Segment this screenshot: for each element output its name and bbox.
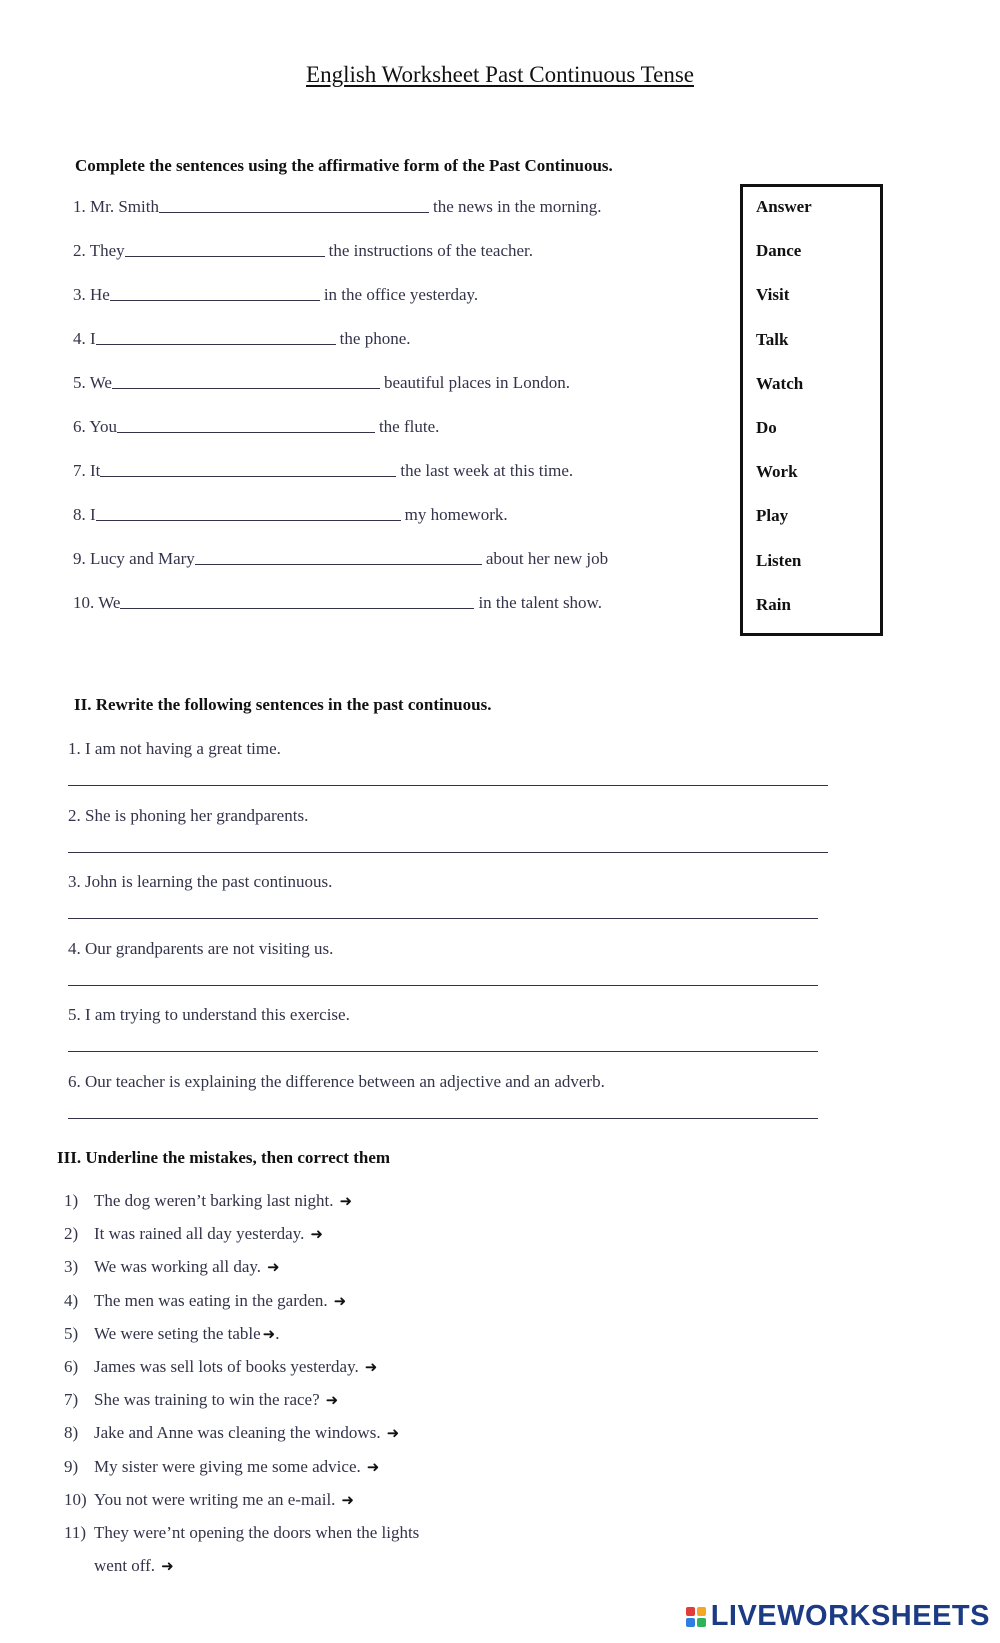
item-number: 1)	[64, 1191, 79, 1210]
item-number: 7)	[64, 1390, 79, 1410]
mistake-item	[64, 1490, 354, 1510]
sentence-end: about her new job	[485, 549, 609, 568]
sentence-end: the last week at this time.	[400, 461, 574, 480]
item-number: 3)	[64, 1257, 79, 1277]
fill-in-sentence	[73, 241, 533, 261]
word-box-item: Visit	[756, 285, 790, 305]
mistake-item	[64, 1224, 323, 1244]
fill-in-sentence	[73, 285, 478, 305]
mistake-item	[64, 1523, 419, 1543]
item-text: My sister were giving me some advice.	[94, 1456, 361, 1476]
mistake-item	[64, 1423, 399, 1443]
sentence-end: in the office yesterday.	[323, 285, 479, 304]
item-text: went off.	[94, 1556, 156, 1576]
arrow-right-icon: ➜	[366, 1459, 380, 1476]
word-box-item: Do	[756, 418, 777, 437]
item-text: She was training to win the race?	[94, 1390, 320, 1410]
word-box-item: Answer	[756, 197, 812, 216]
item-number: 4)	[64, 1290, 79, 1310]
answer-line[interactable]	[68, 852, 828, 853]
answer-line[interactable]	[68, 985, 818, 986]
rewrite-sentence: 6. Our teacher is explaining the difference between an adjective and an adverb.	[68, 1071, 605, 1091]
sentence-end: the instructions of the teacher.	[328, 241, 534, 260]
sentence-start: 5. We	[73, 373, 112, 392]
mistake-item	[64, 1357, 377, 1377]
arrow-right-icon: ➜	[341, 1492, 354, 1509]
answer-line[interactable]	[68, 918, 818, 919]
mistake-item	[64, 1291, 346, 1311]
item-number: 2)	[64, 1224, 79, 1244]
fill-in-sentence	[73, 417, 439, 437]
sentence-start: 10. We	[73, 593, 121, 612]
item-text: It was rained all day yesterday.	[94, 1224, 305, 1244]
word-box-item: Dance	[756, 241, 802, 261]
rewrite-sentence: 3. John is learning the past continuous.	[68, 872, 333, 891]
rewrite-sentence: 1. I am not having a great time.	[68, 739, 281, 758]
sentence-end: my homework.	[404, 505, 508, 524]
item-text: You not were writing me an e-mail.	[94, 1489, 336, 1509]
mistake-item	[64, 1457, 379, 1477]
item-text: The men was eating in the garden.	[94, 1290, 328, 1310]
item-number: 8)	[64, 1423, 79, 1443]
word-box-item: Watch	[756, 373, 804, 393]
sentence-start: 2. They	[73, 241, 125, 260]
arrow-right-icon: ➜	[267, 1260, 280, 1277]
arrow-right-icon: ➜	[339, 1194, 353, 1210]
sentence-start: 9. Lucy and Mary	[73, 549, 195, 568]
fill-in-sentence	[73, 329, 411, 349]
item-number: 6)	[64, 1357, 79, 1376]
section2-heading: II. Rewrite the following sentences in the past continuous.	[74, 695, 492, 714]
word-box-item: Work	[756, 462, 798, 482]
sentence-end: the phone.	[339, 329, 411, 348]
fill-in-sentence	[73, 505, 508, 525]
answer-blank[interactable]	[117, 431, 375, 433]
item-text: We was working all day.	[94, 1257, 262, 1277]
answer-blank[interactable]	[195, 563, 482, 565]
rewrite-sentence: 5. I am trying to understand this exercise.	[68, 1005, 350, 1024]
item-text: James was sell lots of books yesterday.	[94, 1357, 359, 1376]
page-title: English Worksheet Past Continuous Tense	[306, 62, 694, 87]
item-number: 10)	[64, 1489, 87, 1509]
item-text: They were’nt opening the doors when the lights	[94, 1523, 420, 1542]
answer-blank[interactable]	[159, 211, 429, 213]
sentence-start: 3. He	[73, 285, 110, 304]
item-number: 5)	[64, 1323, 79, 1343]
answer-line[interactable]	[68, 1118, 818, 1119]
sentence-start: 1. Mr. Smith	[73, 197, 159, 216]
sentence-start: 6. You	[73, 417, 117, 436]
arrow-right-icon: ➜	[325, 1393, 339, 1410]
answer-blank[interactable]	[96, 343, 336, 345]
word-box-item: Listen	[756, 550, 802, 570]
arrow-right-icon: ➜	[310, 1227, 323, 1244]
section1-instruction: Complete the sentences using the affirmative form of the Past Continuous.	[75, 156, 613, 175]
mistake-item	[64, 1257, 280, 1277]
fill-in-sentence	[73, 593, 602, 613]
arrow-right-icon: ➜	[386, 1426, 400, 1443]
sentence-end: the news in the morning.	[432, 197, 602, 216]
answer-blank[interactable]	[100, 475, 396, 477]
answer-blank[interactable]	[96, 519, 401, 521]
liveworksheets-logo	[686, 1600, 990, 1633]
sentence-start: 7. It	[73, 461, 101, 480]
item-number: 11)	[64, 1523, 87, 1542]
fill-in-sentence	[73, 197, 602, 217]
sentence-end: in the talent show.	[478, 593, 602, 612]
arrow-right-icon: ➜	[333, 1293, 347, 1310]
item-text: Jake and Anne was cleaning the windows.	[94, 1423, 381, 1443]
answer-blank[interactable]	[125, 255, 325, 257]
sentence-start: 4. I	[73, 329, 96, 348]
mistake-item	[64, 1324, 280, 1344]
section3-heading: III. Underline the mistakes, then correct them	[57, 1148, 391, 1167]
item-number: 9)	[64, 1456, 79, 1476]
word-box	[740, 184, 883, 636]
logo-mark-icon	[686, 1607, 706, 1627]
answer-blank[interactable]	[120, 607, 474, 609]
mistake-item	[64, 1191, 352, 1211]
fill-in-sentence	[73, 373, 570, 393]
answer-blank[interactable]	[110, 299, 320, 301]
logo-text: LIVEWORKSHEETS	[710, 1600, 990, 1632]
word-box-item: Talk	[756, 329, 789, 349]
arrow-right-icon: ➜	[161, 1559, 174, 1576]
sentence-start: 8. I	[73, 505, 96, 524]
mistake-item	[64, 1390, 338, 1410]
answer-blank[interactable]	[112, 387, 380, 389]
item-text: The dog weren’t barking last night.	[94, 1191, 334, 1210]
rewrite-sentence: 4. Our grandparents are not visiting us.	[68, 938, 334, 958]
sentence-end: beautiful places in London.	[383, 373, 570, 392]
arrow-right-icon: ➜	[262, 1326, 276, 1343]
word-box-item: Play	[756, 506, 789, 526]
word-box-item: Rain	[756, 594, 791, 614]
answer-line[interactable]	[68, 785, 828, 786]
trailing-period: .	[275, 1323, 280, 1343]
answer-line[interactable]	[68, 1051, 818, 1052]
fill-in-sentence	[73, 461, 573, 481]
sentence-end: the flute.	[378, 417, 440, 436]
arrow-right-icon: ➜	[364, 1360, 378, 1376]
rewrite-sentence: 2. She is phoning her grandparents.	[68, 805, 309, 825]
fill-in-sentence	[73, 549, 608, 569]
item-text: We were seting the table	[94, 1323, 261, 1343]
mistake-item-continuation	[94, 1556, 174, 1576]
